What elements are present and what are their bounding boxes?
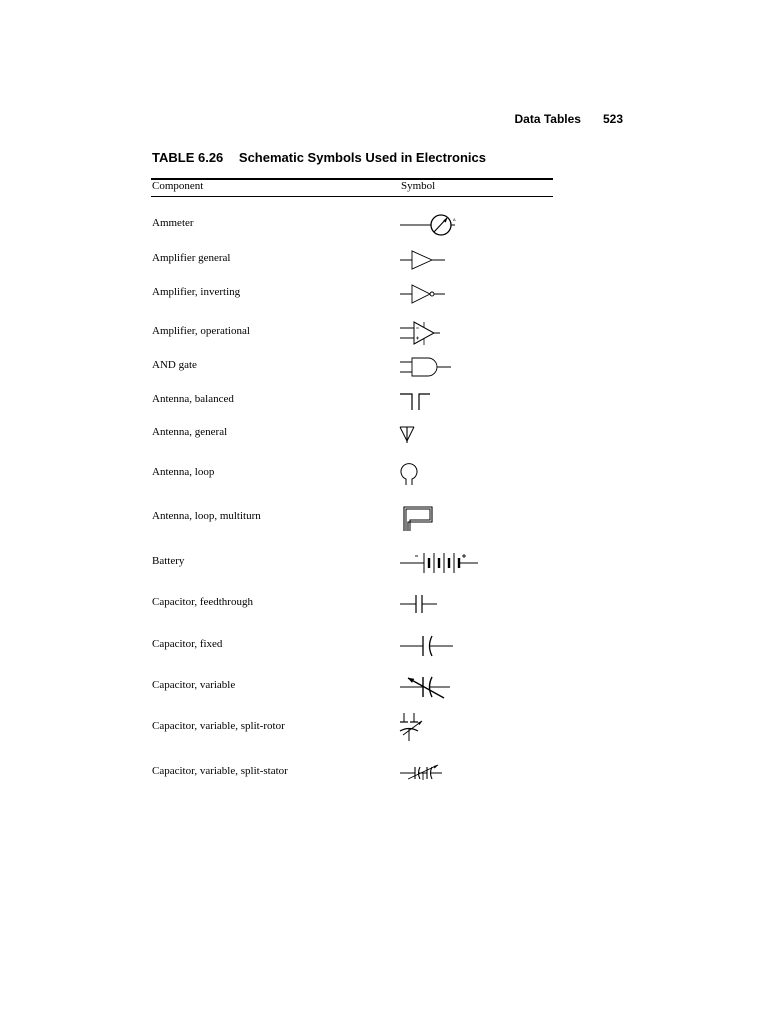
battery-icon [400,542,480,584]
component-label: Capacitor, variable [152,679,236,691]
capacitor-variable-split-rotor-icon [400,707,470,749]
table-top-rule [151,178,553,180]
table-row [152,720,552,732]
component-label: Capacitor, variable, split-stator [152,765,288,777]
column-header-component: Component [152,180,204,192]
table-row [152,638,552,650]
component-label: Capacitor, fixed [152,638,223,650]
component-label: Amplifier general [152,252,231,264]
table-row [152,466,552,478]
page-number: 523 [602,112,623,126]
table-row [152,325,552,337]
component-label: Antenna, loop [152,466,215,478]
component-label: Antenna, loop, multiturn [152,510,261,522]
antenna-loop-multiturn-icon [400,497,470,539]
component-label: Ammeter [152,217,194,229]
component-label: Antenna, general [152,426,228,438]
component-label: Amplifier, operational [152,325,250,337]
table-row [152,217,552,229]
running-head [0,112,623,126]
table-row [152,286,552,298]
table-number: TABLE 6.26 [152,150,224,165]
running-head-section: Data Tables [514,112,581,126]
component-label: Capacitor, feedthrough [152,596,253,608]
table-title: Schematic Symbols Used in Electronics [238,150,486,165]
table-row [152,393,552,405]
table-row [152,679,552,691]
component-label: AND gate [152,359,197,371]
component-label: Capacitor, variable, split-rotor [152,720,285,732]
table-header-rule [151,196,553,197]
table-row [152,426,552,438]
component-label: Antenna, balanced [152,393,234,405]
table-row [152,510,552,522]
antenna-general-icon [400,413,470,455]
table-row [152,765,552,777]
capacitor-variable-icon [400,666,470,708]
amplifier-inverting-icon [400,273,470,315]
component-label: Battery [152,555,185,567]
table-row [152,359,552,371]
svg-text:A: A [453,217,456,222]
antenna-loop-icon [400,453,470,495]
capacitor-variable-split-stator-icon [400,752,470,794]
table-row [152,596,552,608]
column-header-symbol: Symbol [401,180,436,192]
component-label: Amplifier, inverting [152,286,241,298]
capacitor-feedthrough-icon [400,583,470,625]
capacitor-fixed-icon [400,625,470,667]
table-caption [152,150,486,165]
table-row [152,252,552,264]
table-row [152,555,552,567]
